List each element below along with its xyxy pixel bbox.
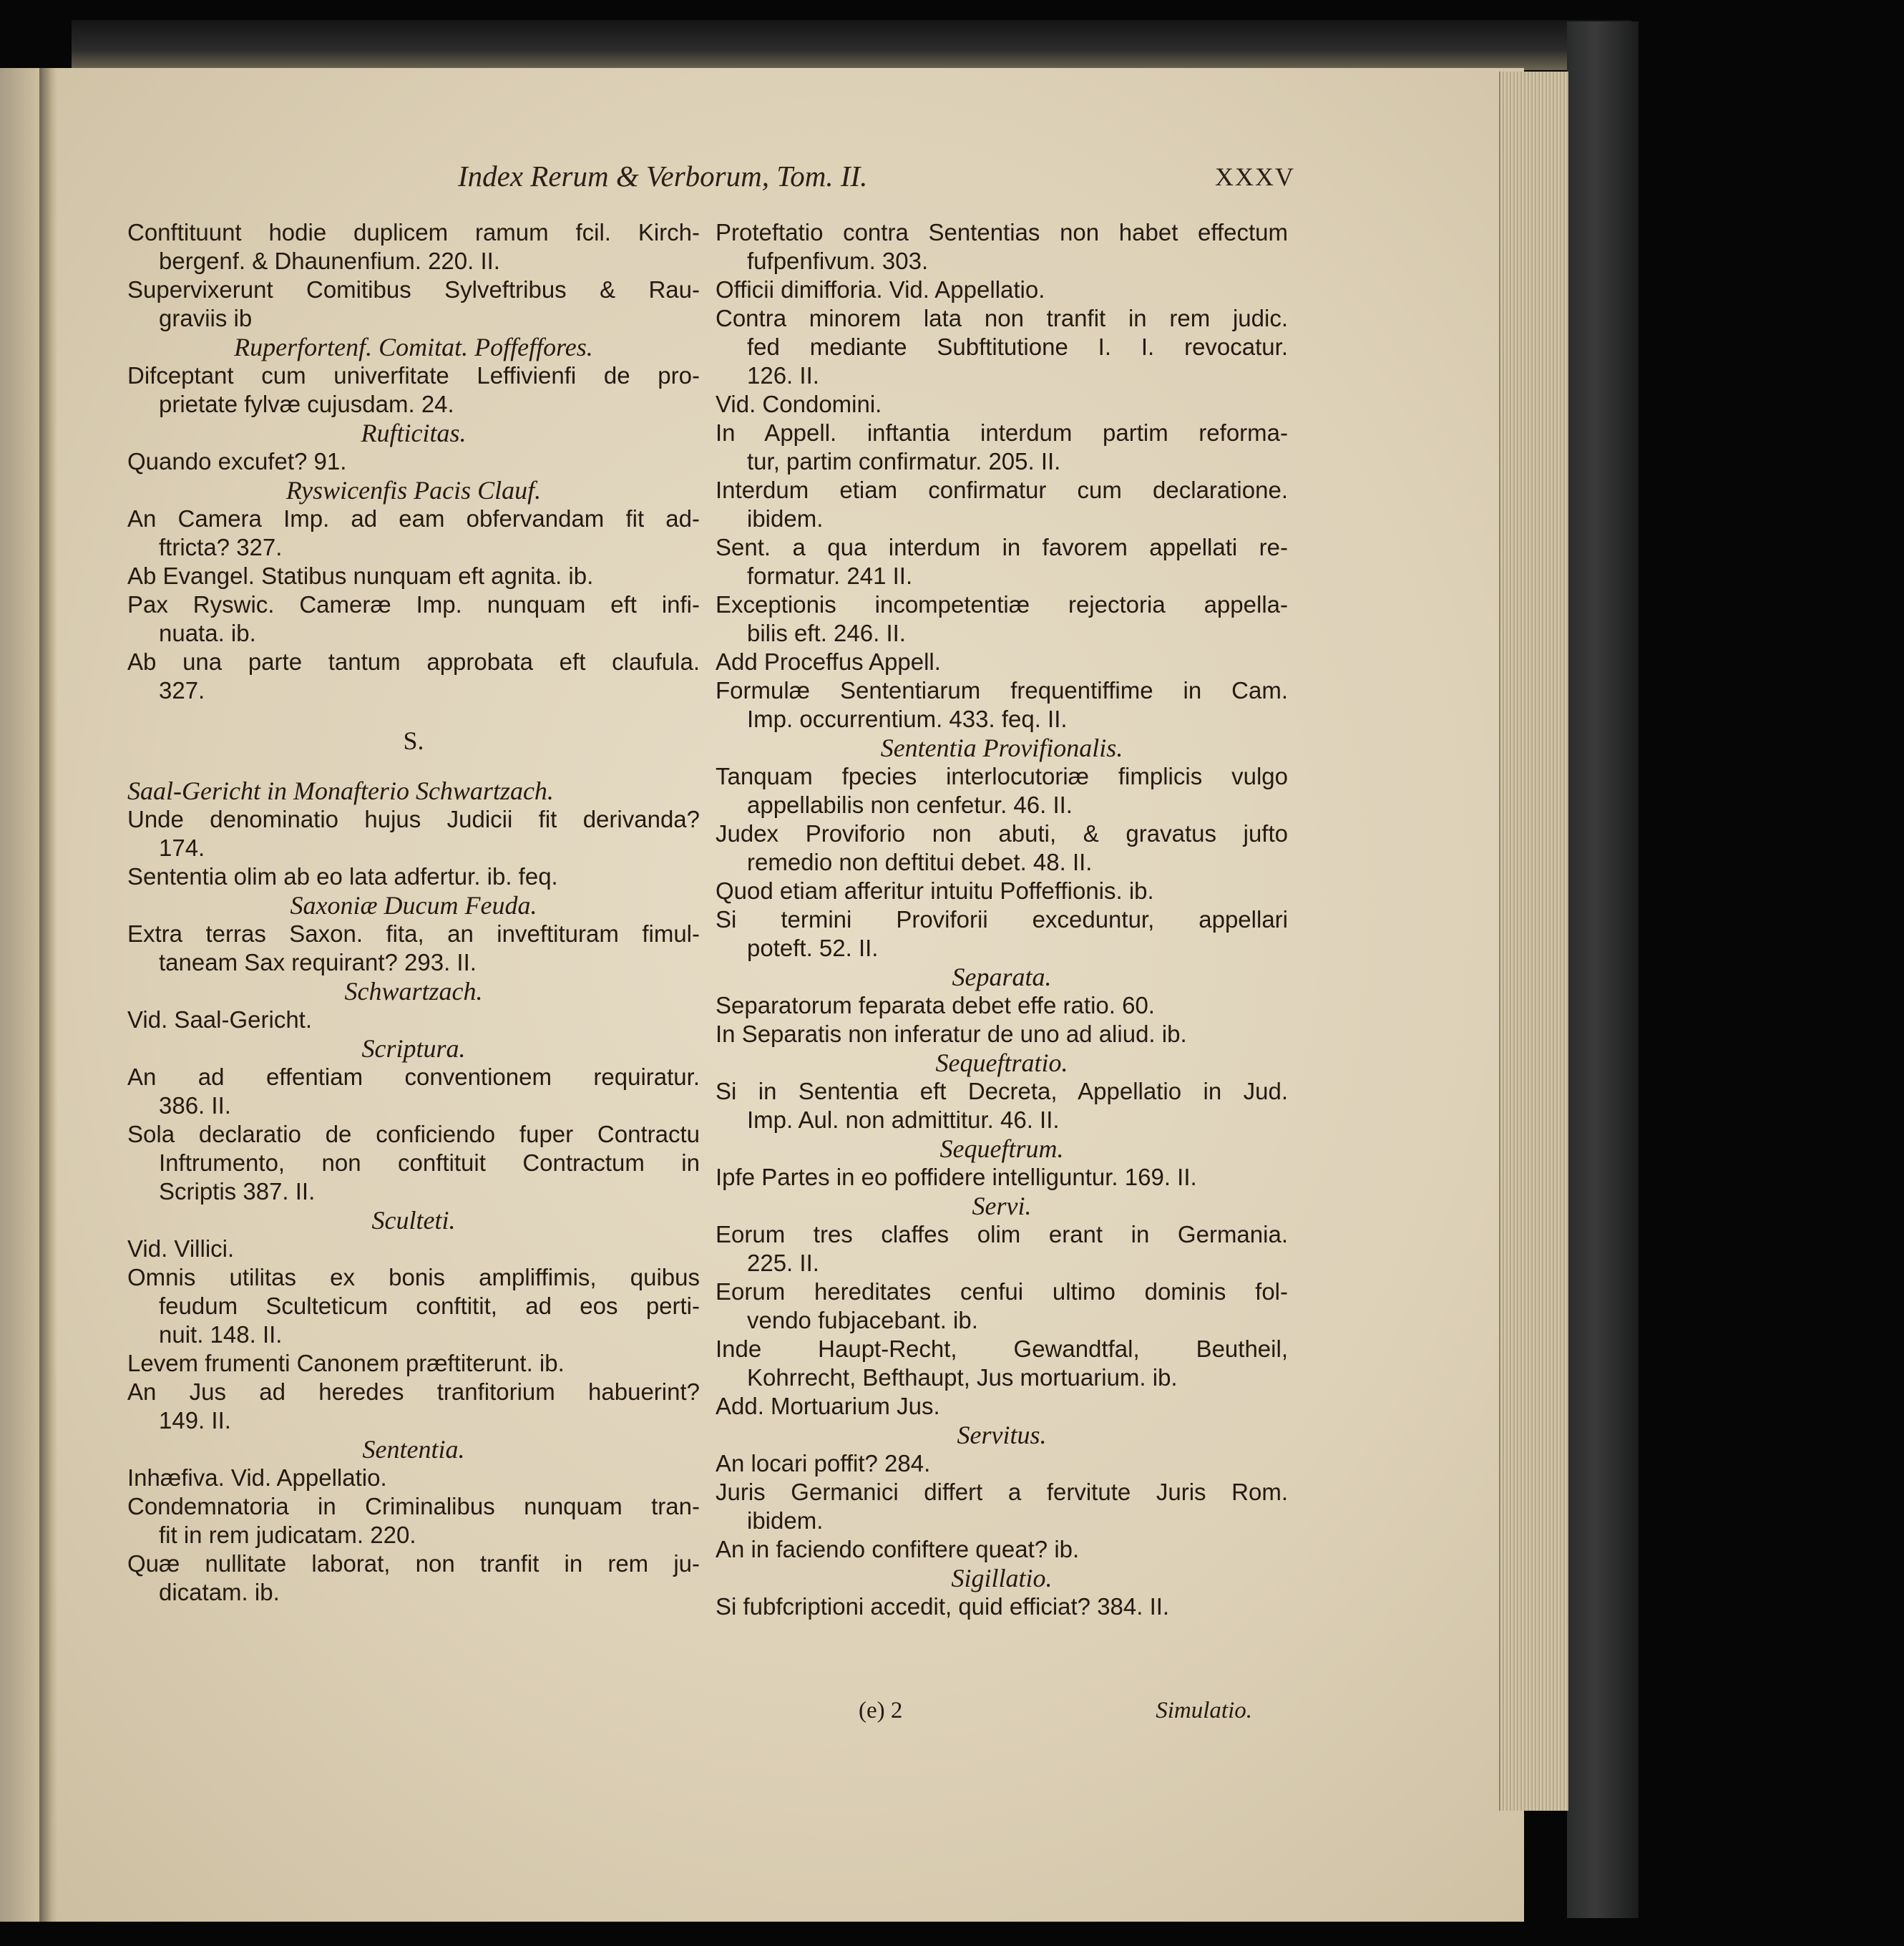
entry-continuation-line: nuata. ib. (159, 620, 256, 646)
index-entry (716, 819, 1288, 877)
entry-line: An Camera Imp. ad eam obfervandam fit ad- (127, 505, 700, 532)
entry-line: Pax Ryswic. Cameræ Imp. nunquam eft infi- (127, 591, 700, 618)
entry-continuation-line: vendo fubjacebant. ib. (747, 1307, 978, 1333)
entry-line: Interdum etiam confirmatur cum declaratione. (716, 477, 1288, 503)
index-entry (127, 1464, 700, 1492)
index-heading: Servitus. (957, 1421, 1047, 1449)
index-entry (127, 1263, 700, 1349)
index-entry (127, 562, 700, 590)
index-entry (127, 1549, 700, 1607)
entry-line: Ab una parte tantum approbata eft claufula. (127, 648, 700, 675)
index-heading: Saxoniæ Ducum Feuda. (290, 891, 537, 920)
entry-line: Proteftatio contra Sententias non habet effectum (716, 219, 1288, 245)
catchword: Simulatio. (1156, 1698, 1252, 1723)
entry-continuation-line: Imp. Aul. non admittitur. 46. II. (747, 1106, 1060, 1133)
entry-line: Ab Evangel. Statibus nunquam eft agnita. ib. (127, 563, 594, 589)
index-entry (716, 1077, 1288, 1134)
entry-line: Vid. Villici. (127, 1235, 235, 1262)
index-entry (127, 1006, 700, 1034)
index-heading: Sequeftratio. (935, 1049, 1068, 1077)
index-heading: Sententia Provifionalis. (880, 734, 1123, 762)
entry-continuation-line: Scriptis 387. II. (159, 1178, 316, 1205)
entry-line: Levem frumenti Canonem præftiterunt. ib. (127, 1350, 565, 1376)
index-entry (127, 361, 700, 419)
running-header (458, 159, 1295, 202)
index-entry (127, 648, 700, 705)
entry-continuation-line: 327. (159, 677, 205, 704)
index-entry (716, 1278, 1288, 1335)
entry-continuation-line: 174. (159, 835, 205, 861)
page-gutter (39, 68, 57, 1922)
entry-continuation-line: graviis ib (159, 305, 253, 331)
entry-line: Add. Mortuarium Jus. (716, 1393, 940, 1419)
entry-line: Exceptionis incompetentiæ rejectoria appella- (716, 591, 1288, 618)
entry-line: Sola declaratio de conficiendo fuper Contractu (127, 1121, 700, 1147)
index-heading: Sigillatio. (951, 1564, 1053, 1592)
index-entry (716, 304, 1288, 390)
entry-line: In Appell. inftantia interdum partim reforma- (716, 419, 1288, 446)
entry-continuation-line: 149. II. (159, 1407, 231, 1434)
left-index-column (127, 218, 700, 1607)
entry-continuation-line: tur, partim confirmatur. 205. II. (747, 448, 1061, 475)
index-entry (127, 1378, 700, 1435)
index-entry (127, 805, 700, 862)
entry-line: Si termini Proviforii exceduntur, appellari (716, 906, 1288, 933)
entry-line: Formulæ Sententiarum frequentiffime in Cam. (716, 677, 1288, 704)
index-entry (127, 218, 700, 276)
entry-line: Unde denominatio hujus Judicii fit derivanda? (127, 806, 700, 832)
entry-line: Contra minorem lata non tranfit in rem judic. (716, 305, 1288, 331)
entry-line: Conftituunt hodie duplicem ramum fcil. Kirch- (127, 219, 700, 245)
index-entry (716, 1163, 1288, 1192)
signature-mark: (e) 2 (859, 1698, 903, 1723)
entry-line: Officii dimifforia. Vid. Appellatio. (716, 276, 1045, 303)
index-entry (716, 419, 1288, 476)
entry-line: Separatorum feparata debet effe ratio. 60. (716, 992, 1155, 1018)
entry-line: Inhæfiva. Vid. Appellatio. (127, 1464, 387, 1491)
entry-line: Juris Germanici differt a fervitute Juris Rom. (716, 1479, 1288, 1505)
index-entry (716, 762, 1288, 819)
header-title: Index Rerum & Verborum, Tom. II. (458, 160, 868, 193)
section-letter: S. (403, 726, 424, 755)
index-heading: Rufticitas. (361, 419, 467, 447)
index-heading: Separata. (952, 963, 1052, 991)
index-heading: Sculteti. (371, 1206, 456, 1235)
facing-page-edge (0, 68, 39, 1922)
entry-continuation-line: ftricta? 327. (159, 534, 283, 560)
entry-continuation-line: formatur. 241 II. (747, 563, 913, 589)
entry-continuation-line: feudum Sculteticum conftitit, ad eos perti- (159, 1293, 700, 1319)
book-top-edge (72, 20, 1631, 70)
entry-continuation-line: ibidem. (747, 1507, 824, 1534)
index-entry (127, 862, 700, 891)
entry-continuation-line: remedio non deftitui debet. 48. II. (747, 849, 1093, 875)
index-entry (716, 390, 1288, 419)
right-index-column (716, 218, 1288, 1621)
entry-continuation-line: fit in rem judicatam. 220. (159, 1522, 416, 1548)
entry-line: Sententia olim ab eo lata adfertur. ib. feq. (127, 863, 558, 890)
index-heading: Sequeftrum. (939, 1134, 1064, 1163)
index-entry (127, 1063, 700, 1120)
entry-line: An Jus ad heredes tranfitorium habuerint? (127, 1378, 700, 1405)
entry-continuation-line: bilis eft. 246. II. (747, 620, 906, 646)
entry-continuation-line: 386. II. (159, 1092, 231, 1119)
entry-line: Tanquam fpecies interlocutoriæ fimplicis vulgo (716, 763, 1288, 789)
page-block-edges (1499, 72, 1568, 1811)
entry-continuation-line: nuit. 148. II. (159, 1321, 283, 1348)
entry-continuation-line: dicatam. ib. (159, 1579, 280, 1605)
entry-line: Quod etiam afferitur intuitu Poffeffionis. ib. (716, 877, 1154, 904)
index-entry (127, 276, 700, 333)
index-entry (127, 920, 700, 977)
entry-continuation-line: fufpenfivum. 303. (747, 248, 929, 274)
index-entry (127, 505, 700, 562)
index-entry (716, 1392, 1288, 1421)
page-number: XXXV (1215, 162, 1295, 191)
entry-line: Eorum tres claffes olim erant in Germania. (716, 1221, 1288, 1247)
entry-line: Difceptant cum univerfitate Leffivienfi de pro- (127, 362, 700, 389)
index-entry (127, 590, 700, 648)
entry-continuation-line: taneam Sax requirant? 293. II. (159, 949, 477, 976)
index-entry (716, 676, 1288, 734)
index-entry (716, 1335, 1288, 1392)
index-entry (716, 1020, 1288, 1049)
entry-line: Si in Sententia eft Decreta, Appellatio in Jud. (716, 1078, 1288, 1104)
index-heading: Saal-Gericht in Monafterio Schwartzach. (127, 777, 554, 805)
index-entry (127, 1120, 700, 1206)
entry-line: Quando excufet? 91. (127, 448, 347, 475)
index-heading: Schwartzach. (344, 977, 483, 1006)
entry-line: Supervixerunt Comitibus Sylveftribus & Rau- (127, 276, 700, 303)
index-entry (716, 991, 1288, 1020)
book-cover-edge (1567, 21, 1639, 1918)
entry-line: Vid. Saal-Gericht. (127, 1006, 313, 1033)
entry-continuation-line: poteft. 52. II. (747, 935, 879, 961)
index-entry (716, 1592, 1288, 1621)
entry-continuation-line: prietate fylvæ cujusdam. 24. (159, 391, 454, 417)
page-footer (716, 1698, 1288, 1732)
index-entry (127, 1492, 700, 1549)
entry-continuation-line: bergenf. & Dhaunenfium. 220. II. (159, 248, 500, 274)
index-heading: Ruperfortenf. Comitat. Poffeffores. (234, 333, 593, 361)
entry-line: Add Proceffus Appell. (716, 648, 941, 675)
index-entry (716, 1535, 1288, 1564)
index-entry (716, 1220, 1288, 1278)
entry-line: An in faciendo confiftere queat? ib. (716, 1536, 1080, 1562)
entry-continuation-line: 225. II. (747, 1250, 819, 1276)
entry-line: Inde Haupt-Recht, Gewandtfal, Beutheil, (716, 1336, 1288, 1362)
entry-line: Judex Proviforio non abuti, & gravatus jufto (716, 820, 1288, 847)
entry-line: In Separatis non inferatur de uno ad aliud. ib. (716, 1021, 1187, 1047)
index-heading: Sententia. (362, 1435, 465, 1464)
index-entry (716, 1478, 1288, 1535)
index-entry (716, 648, 1288, 676)
index-entry (127, 1349, 700, 1378)
index-entry (716, 476, 1288, 533)
entry-line: Quæ nullitate laborat, non tranfit in rem ju- (127, 1550, 700, 1577)
entry-line: Extra terras Saxon. fita, an inveftituram fimul- (127, 920, 700, 947)
entry-continuation-line: Inftrumento, non conftituit Contractum in (159, 1149, 700, 1176)
entry-line: Sent. a qua interdum in favorem appellati re- (716, 534, 1288, 560)
index-entry (716, 218, 1288, 276)
entry-line: Eorum hereditates cenfui ultimo dominis fol- (716, 1278, 1288, 1305)
index-entry (716, 905, 1288, 963)
index-entry (127, 447, 700, 476)
entry-continuation-line: 126. II. (747, 362, 819, 389)
entry-line: An locari poffit? 284. (716, 1450, 931, 1476)
index-entry (127, 1235, 700, 1263)
entry-line: Si fubfcriptioni accedit, quid efficiat? 384. II. (716, 1593, 1170, 1620)
entry-continuation-line: fed mediante Subftitutione I. I. revocatur. (747, 334, 1288, 360)
entry-line: Ipfe Partes in eo poffidere intelliguntur. 169. II. (716, 1164, 1197, 1190)
index-heading: Scriptura. (361, 1034, 466, 1063)
index-heading: Servi. (972, 1192, 1032, 1220)
entry-continuation-line: ibidem. (747, 505, 824, 532)
entry-line: Omnis utilitas ex bonis ampliffimis, quibus (127, 1264, 700, 1290)
index-entry (716, 533, 1288, 590)
entry-continuation-line: Imp. occurrentium. 433. feq. II. (747, 706, 1068, 732)
index-entry (716, 590, 1288, 648)
entry-continuation-line: Kohrrecht, Befthaupt, Jus mortuarium. ib. (747, 1364, 1178, 1391)
index-heading: Ryswicenfis Pacis Clauf. (285, 476, 542, 505)
entry-line: An ad effentiam conventionem requiratur. (127, 1064, 700, 1090)
entry-line: Condemnatoria in Criminalibus nunquam tran- (127, 1493, 700, 1519)
index-entry (716, 276, 1288, 304)
index-entry (716, 877, 1288, 905)
entry-line: Vid. Condomini. (716, 391, 882, 417)
index-entry (716, 1449, 1288, 1478)
entry-continuation-line: appellabilis non cenfetur. 46. II. (747, 792, 1073, 818)
